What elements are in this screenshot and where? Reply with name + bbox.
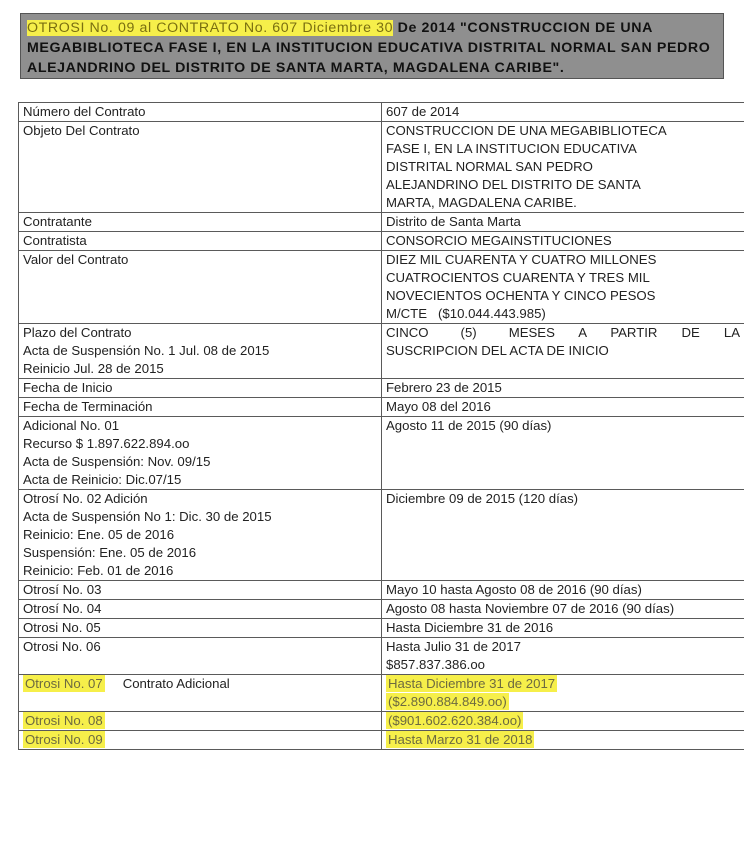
document-title-box <box>20 13 724 79</box>
field-value: Mayo 10 hasta Agosto 08 de 2016 (90 días) <box>386 582 642 597</box>
field-sublabel: Contrato Adicional <box>122 676 230 691</box>
field-label: Reinicio Jul. 28 de 2015 <box>23 361 164 376</box>
table-row <box>19 712 744 731</box>
title-text-line3: ALEJANDRINO DEL DISTRITO DE SANTA MARTA, MAGDALENA CARIBE". <box>27 60 565 76</box>
field-label: Objeto Del Contrato <box>23 123 140 138</box>
field-label: Acta de Reinicio: Dic.07/15 <box>23 472 182 487</box>
field-label-cell <box>19 251 382 324</box>
field-value: MARTA, MAGDALENA CARIBE. <box>386 195 577 210</box>
field-value: Agosto 11 de 2015 (90 días) <box>386 418 552 433</box>
field-value: DIEZ MIL CUARENTA Y CUATRO MILLONES <box>386 252 657 267</box>
field-label: Suspensión: Ene. 05 de 2016 <box>23 545 197 560</box>
field-value-highlighted: ($2.890.884.849.oo) <box>388 694 507 709</box>
field-value-cell <box>382 251 744 324</box>
field-label-cell <box>19 675 382 712</box>
table-row <box>19 600 744 619</box>
field-value: CINCO (5) MESES A PARTIR DE LA <box>386 325 740 340</box>
field-value-cell <box>382 731 744 750</box>
table-row <box>19 398 744 417</box>
field-label-cell <box>19 600 382 619</box>
field-label-cell <box>19 232 382 251</box>
field-value-cell <box>382 398 744 417</box>
table-row <box>19 619 744 638</box>
field-value: CONSORCIO MEGAINSTITUCIONES <box>386 233 612 248</box>
field-value-line <box>386 693 740 711</box>
field-label-cell <box>19 324 382 379</box>
field-label: Otrosí No. 03 <box>23 582 102 597</box>
field-value-cell <box>382 103 744 122</box>
field-label-highlighted: Otrosi No. 09 <box>25 732 103 747</box>
field-value: M/CTE ($10.044.443.985) <box>386 306 546 321</box>
field-label: Reinicio: Feb. 01 de 2016 <box>23 563 174 578</box>
table-row <box>19 232 744 251</box>
field-value: Diciembre 09 de 2015 (120 días) <box>386 491 579 506</box>
field-value-cell <box>382 712 744 731</box>
title-text-line2: MEGABIBLIOTECA FASE I, EN LA INSTITUCION EDUCATIVA DISTRITAL NORMAL SAN PEDRO <box>27 40 711 56</box>
field-value-line <box>386 675 740 693</box>
table-row <box>19 675 744 712</box>
field-value-cell <box>382 324 744 379</box>
field-value: Distrito de Santa Marta <box>386 214 521 229</box>
field-label: Otrosí No. 04 <box>23 601 102 616</box>
table-row <box>19 103 744 122</box>
field-value-cell <box>382 490 744 581</box>
field-value: $857.837.386.oo <box>386 657 486 672</box>
field-label-cell <box>19 417 382 490</box>
field-value: 607 de 2014 <box>386 104 460 119</box>
field-value: Febrero 23 de 2015 <box>386 380 502 395</box>
field-label-cell <box>19 712 382 731</box>
field-label: Fecha de Terminación <box>23 399 153 414</box>
table-row <box>19 324 744 379</box>
table-row <box>19 379 744 398</box>
field-value-highlighted: ($901.602.620.384.oo) <box>388 713 522 728</box>
table-row <box>19 490 744 581</box>
field-value: FASE I, EN LA INSTITUCION EDUCATIVA <box>386 141 637 156</box>
field-value: SUSCRIPCION DEL ACTA DE INICIO <box>386 343 609 358</box>
field-label-highlighted: Otrosi No. 08 <box>25 713 103 728</box>
field-value-highlighted: Hasta Marzo 31 de 2018 <box>388 732 533 747</box>
field-label-cell <box>19 490 382 581</box>
field-label: Otrosí No. 02 Adición <box>23 491 148 506</box>
table-row <box>19 251 744 324</box>
field-value-cell <box>382 232 744 251</box>
field-value-cell <box>382 638 744 675</box>
field-value-cell <box>382 379 744 398</box>
field-value-cell <box>382 675 744 712</box>
table-row <box>19 417 744 490</box>
field-label: Contratante <box>23 214 92 229</box>
field-value-cell <box>382 619 744 638</box>
field-label-cell <box>19 581 382 600</box>
field-label: Valor del Contrato <box>23 252 129 267</box>
field-value: Mayo 08 del 2016 <box>386 399 491 414</box>
field-value: Hasta Diciembre 31 de 2016 <box>386 620 554 635</box>
field-label-cell <box>19 122 382 213</box>
contract-table-body <box>19 103 744 750</box>
table-row <box>19 731 744 750</box>
field-label-cell <box>19 638 382 675</box>
field-label-cell <box>19 619 382 638</box>
field-value-cell <box>382 213 744 232</box>
field-value: CUATROCIENTOS CUARENTA Y TRES MIL <box>386 270 650 285</box>
field-value: ALEJANDRINO DEL DISTRITO DE SANTA <box>386 177 641 192</box>
field-value-cell <box>382 417 744 490</box>
field-label-cell <box>19 103 382 122</box>
table-row <box>19 122 744 213</box>
field-value: DISTRITAL NORMAL SAN PEDRO <box>386 159 593 174</box>
field-value-cell <box>382 581 744 600</box>
field-label: Recurso $ 1.897.622.894.oo <box>23 436 190 451</box>
field-value: NOVECIENTOS OCHENTA Y CINCO PESOS <box>386 288 656 303</box>
field-value-highlighted: Hasta Diciembre 31 de 2017 <box>388 676 556 691</box>
field-label: Fecha de Inicio <box>23 380 113 395</box>
field-label: Otrosi No. 05 <box>23 620 101 635</box>
title-highlighted-text: OTROSI No. 09 al CONTRATO No. 607 Diciembre 30 <box>27 20 394 36</box>
contract-table <box>18 102 744 750</box>
field-label: Otrosi No. 06 <box>23 639 101 654</box>
field-label: Acta de Suspensión No 1: Dic. 30 de 2015 <box>23 509 272 524</box>
table-row <box>19 581 744 600</box>
field-label: Número del Contrato <box>23 104 146 119</box>
field-value-cell <box>382 122 744 213</box>
title-text-line1: De 2014 "CONSTRUCCION DE UNA <box>393 20 653 36</box>
table-row <box>19 213 744 232</box>
field-label-highlighted: Otrosi No. 07 <box>25 676 103 691</box>
field-value-cell <box>382 600 744 619</box>
field-label-cell <box>19 398 382 417</box>
field-label: Adicional No. 01 <box>23 418 120 433</box>
field-label: Acta de Suspensión: Nov. 09/15 <box>23 454 211 469</box>
field-label: Acta de Suspensión No. 1 Jul. 08 de 2015 <box>23 343 270 358</box>
field-label-cell <box>19 213 382 232</box>
field-label: Reinicio: Ene. 05 de 2016 <box>23 527 175 542</box>
field-label: Plazo del Contrato <box>23 325 132 340</box>
field-value: CONSTRUCCION DE UNA MEGABIBLIOTECA <box>386 123 667 138</box>
table-row <box>19 638 744 675</box>
field-label: Contratista <box>23 233 87 248</box>
field-value: Agosto 08 hasta Noviembre 07 de 2016 (90 días) <box>386 601 675 616</box>
field-label-cell <box>19 379 382 398</box>
field-value: Hasta Julio 31 de 2017 <box>386 639 521 654</box>
field-label-cell <box>19 731 382 750</box>
